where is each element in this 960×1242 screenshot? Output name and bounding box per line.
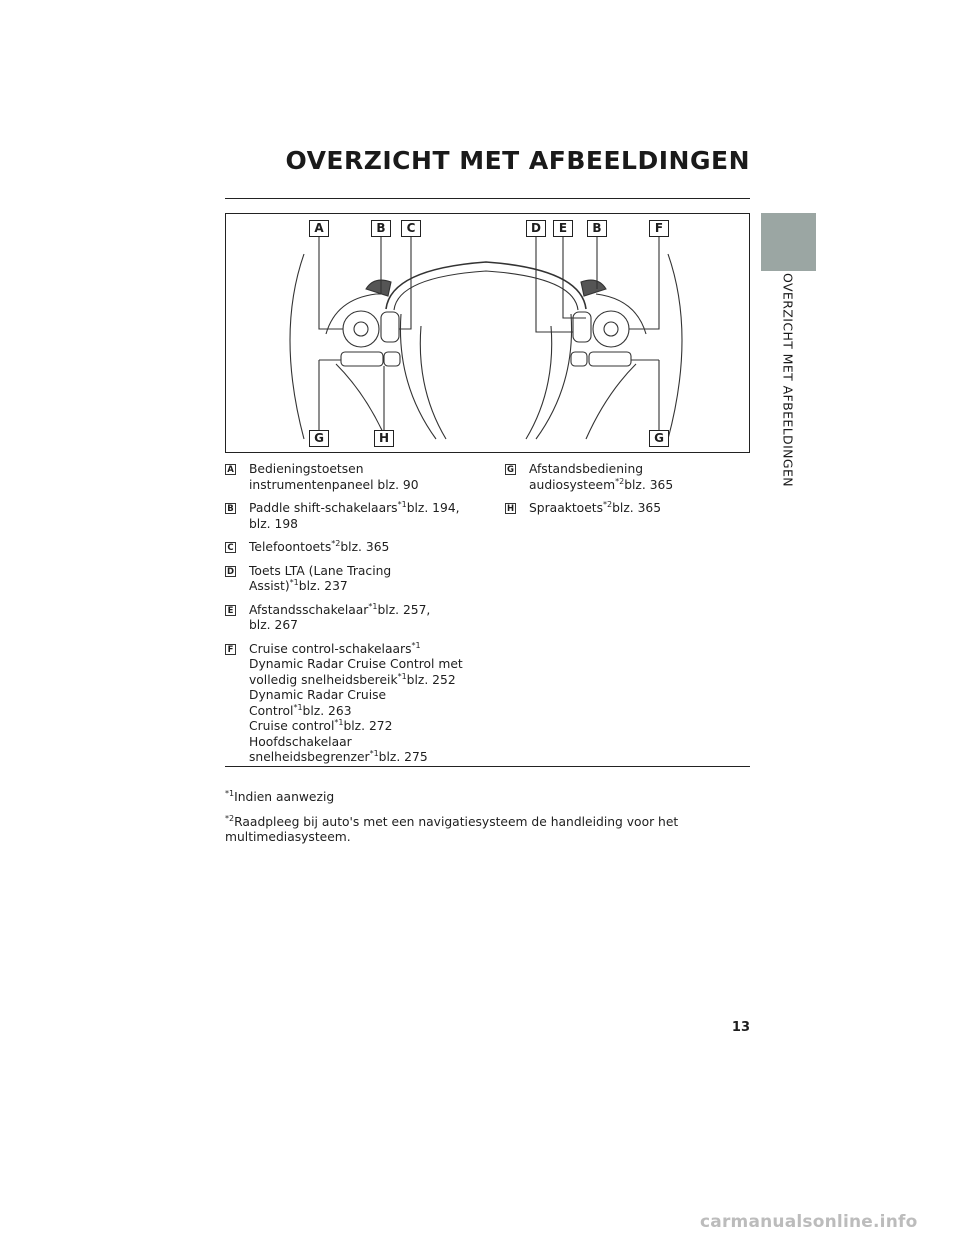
footnotes (225, 790, 750, 855)
legend-letter: G (505, 464, 516, 475)
legend-item-b: B Paddle shift-schakelaars$^{*1}$blz. 194, blz. 198 (225, 501, 480, 532)
page-title: OVERZICHT MET AFBEELDINGEN (285, 146, 750, 175)
steering-wheel-figure (225, 213, 750, 453)
footnote-2: $^{*2}$Raadpleeg bij auto's met een navigatiesysteem de handleiding voor het multimediasysteem. (225, 813, 679, 844)
legend-item-d: D Toets LTA (Lane Tracing Assist)$^{*1}$blz. 237 (226, 563, 392, 593)
callout-a: A (309, 220, 329, 237)
legend-letter: H (506, 504, 515, 514)
callout-h: H (374, 430, 394, 447)
rim-right (668, 254, 682, 439)
legend-item-h: H Spraaktoets$^{*2}$blz. 365 (506, 499, 662, 515)
legend-letter: F (225, 644, 236, 655)
rim-left (290, 254, 304, 439)
title-divider (225, 198, 750, 199)
callout-g-left: G (309, 430, 329, 447)
page-number: 13 (731, 1020, 750, 1035)
legend-item-a: A Bedieningstoetsen instrumentenpaneel blz. 90 (225, 462, 480, 493)
callout-c: C (401, 220, 421, 237)
footnote-1: $^{*1}$Indien aanwezig (225, 788, 335, 804)
callout-g-right: G (649, 430, 669, 447)
callout-e: E (553, 220, 573, 237)
section-label: OVERZICHT MET AFBEELDINGEN (780, 272, 796, 488)
callout-d: D (526, 220, 546, 237)
legend-right-column (505, 462, 750, 525)
legend-item-c: C Telefoontoets$^{*2}$blz. 365 (225, 540, 480, 556)
legend-letter: D (226, 566, 235, 577)
legend-letter: C (225, 542, 236, 553)
legend-item-f: F Cruise control-schakelaars$^{*1}$ Dynamic Radar Cruise Control met volledig snelheidsbereik$^{*1}$blz. 252 Dynamic Radar Cruise Control$^{*1}$blz. 263 Cruise control$^{*1}$blz. 272 Hoofdschakelaar snelheidsbegrenzer$^{*1}$blz. 275 (225, 642, 480, 766)
callout-f: F (649, 220, 669, 237)
callout-b-right: B (587, 220, 607, 237)
steering-wheel-illustration (226, 214, 751, 454)
legend-letter: E (225, 605, 236, 616)
callout-b: B (371, 220, 391, 237)
section-divider (225, 766, 750, 767)
legend-letter: A (225, 464, 236, 475)
legend-item-g: G Afstandsbediening audiosysteem$^{*2}$blz. 365 (507, 462, 674, 492)
legend-letter: B (225, 503, 236, 514)
section-tab[interactable] (761, 213, 816, 271)
legend-item-e: E Afstandsschakelaar$^{*1}$blz. 257, blz. 267 (225, 603, 480, 634)
legend-left-column (225, 462, 480, 774)
watermark[interactable]: carmanualsonline.info (700, 1212, 918, 1232)
